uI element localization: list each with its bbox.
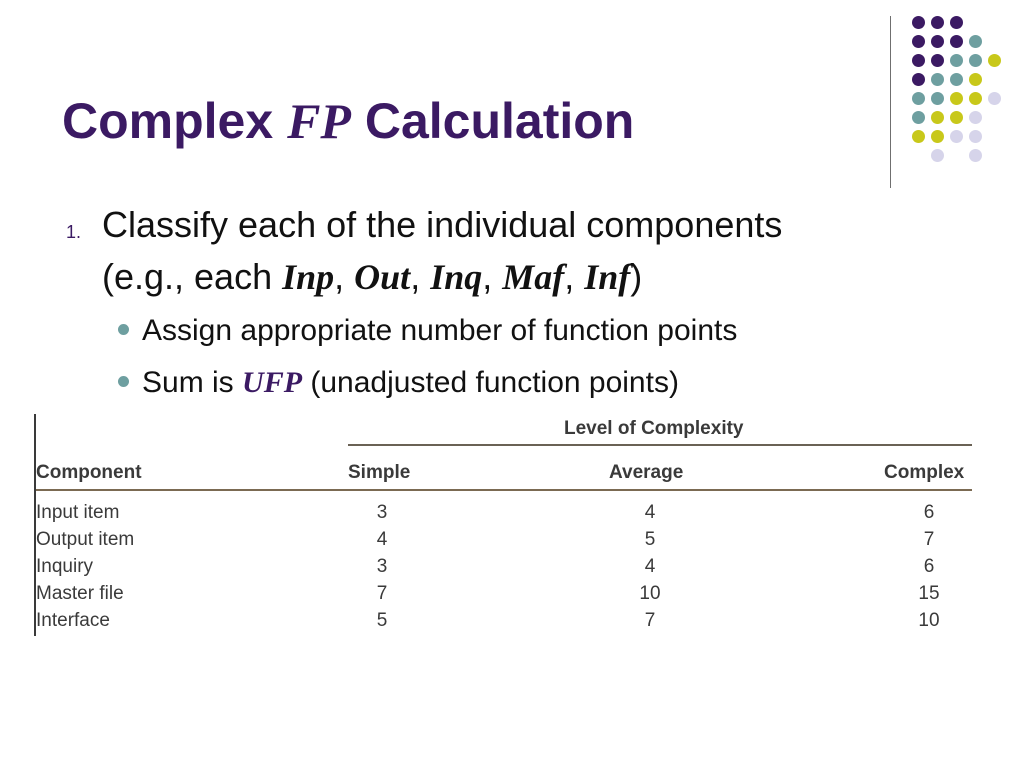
decorative-dot xyxy=(950,130,963,143)
column-header-complex: Complex xyxy=(884,462,965,483)
decorative-dot xyxy=(969,149,982,162)
term-inp: Inp xyxy=(282,257,335,297)
decorative-dot xyxy=(912,54,925,67)
table-cell-simple: 7 xyxy=(376,583,388,604)
table-cell-average: 5 xyxy=(644,529,656,550)
sub-bullet-pre: Sum is xyxy=(142,366,243,399)
bullet-line-2 xyxy=(102,256,642,298)
decorative-dot xyxy=(931,16,944,29)
table-cell-simple: 3 xyxy=(376,502,388,523)
bullet-line-1: Classify each of the individual components xyxy=(102,204,783,245)
decorative-dot xyxy=(969,35,982,48)
term-maf: Maf xyxy=(502,257,565,297)
decorative-dot xyxy=(931,149,944,162)
decorative-dot xyxy=(950,35,963,48)
title-post: Calculation xyxy=(350,93,635,149)
decorative-dot xyxy=(912,35,925,48)
table-cell-complex: 15 xyxy=(918,583,940,604)
decorative-dot xyxy=(912,111,925,124)
decorative-dot xyxy=(950,54,963,67)
table-cell-simple: 5 xyxy=(376,610,388,631)
bullet-number: 1. xyxy=(66,222,82,242)
table-cell-complex: 10 xyxy=(918,610,940,631)
table-group-header: Level of Complexity xyxy=(564,418,744,439)
decorative-dot xyxy=(931,111,944,124)
table-cell-average: 4 xyxy=(644,502,656,523)
sub-bullet-assign xyxy=(118,314,737,348)
decorative-dot xyxy=(950,16,963,29)
table-cell-component: Master file xyxy=(36,583,124,604)
term-inf: Inf xyxy=(584,257,631,297)
table-cell-average: 7 xyxy=(644,610,656,631)
decorative-dot xyxy=(969,111,982,124)
decorative-dot xyxy=(931,130,944,143)
term-separator: , xyxy=(410,256,431,297)
bullet-line-2-suffix: ) xyxy=(630,256,643,297)
decorative-dot xyxy=(912,73,925,86)
decorative-dot xyxy=(931,54,944,67)
sub-bullet-post: (unadjusted function points) xyxy=(302,366,679,399)
bullet-line-2-prefix: (e.g., each xyxy=(102,256,283,297)
ufp-term: UFP xyxy=(242,366,303,399)
title-pre: Complex xyxy=(62,93,288,149)
table-cell-complex: 6 xyxy=(923,502,935,523)
table-cell-simple: 4 xyxy=(376,529,388,550)
table-cell-component: Inquiry xyxy=(36,556,94,577)
table-cell-simple: 3 xyxy=(376,556,388,577)
table-cell-component: Input item xyxy=(36,502,120,523)
table-cell-component: Interface xyxy=(36,610,110,631)
decorative-dot xyxy=(988,92,1001,105)
decorative-dot xyxy=(950,92,963,105)
decorative-dot xyxy=(931,35,944,48)
term-inq: Inq xyxy=(430,257,483,297)
column-header-average: Average xyxy=(609,462,684,483)
sub-bullet-sum xyxy=(118,366,679,400)
decorative-dot xyxy=(969,130,982,143)
title-divider xyxy=(890,16,891,188)
decorative-dot xyxy=(950,73,963,86)
table-cell-component: Output item xyxy=(36,529,135,550)
bullet-dot-icon xyxy=(118,376,129,387)
table-cell-average: 10 xyxy=(639,583,661,604)
table-cell-average: 4 xyxy=(644,556,656,577)
decorative-dot xyxy=(988,54,1001,67)
decorative-dot xyxy=(969,92,982,105)
decorative-dot xyxy=(950,111,963,124)
table-cell-complex: 7 xyxy=(923,529,935,550)
bullet-dot-icon xyxy=(118,324,129,335)
table-group-rule xyxy=(348,444,972,446)
decorative-dot xyxy=(912,130,925,143)
table-header-rule xyxy=(36,489,972,491)
decorative-dot xyxy=(969,73,982,86)
term-separator: , xyxy=(564,256,585,297)
decorative-dot xyxy=(912,92,925,105)
decorative-dot xyxy=(969,54,982,67)
sub-bullet-text: Assign appropriate number of function points xyxy=(142,314,738,347)
decorative-dot xyxy=(912,16,925,29)
column-header-simple: Simple xyxy=(348,462,411,483)
column-header-component: Component xyxy=(36,462,142,483)
term-separator: , xyxy=(334,256,355,297)
decorative-dot xyxy=(931,73,944,86)
slide-title xyxy=(62,92,634,150)
term-out: Out xyxy=(354,257,411,297)
term-separator: , xyxy=(482,256,503,297)
decorative-dot xyxy=(931,92,944,105)
complexity-table xyxy=(34,414,972,636)
title-fp: FP xyxy=(287,93,351,149)
table-cell-complex: 6 xyxy=(923,556,935,577)
